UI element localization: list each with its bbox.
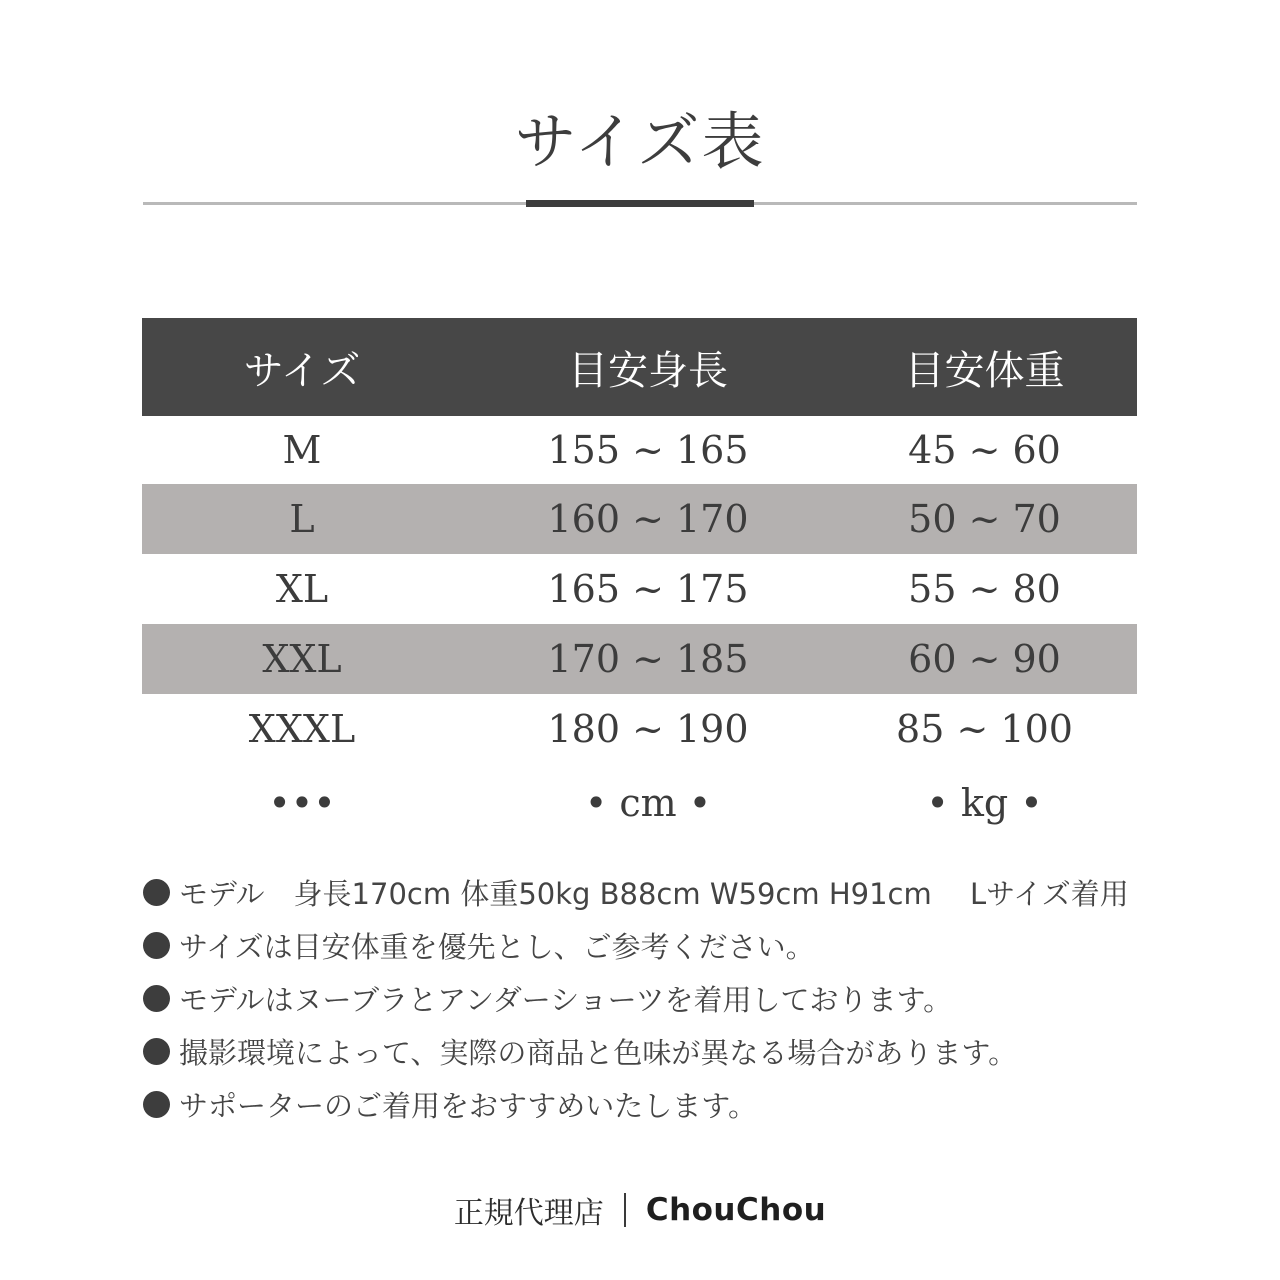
footer-label: 正規代理店: [453, 1196, 604, 1231]
size-cell: XL: [275, 567, 329, 611]
table-row: [142, 694, 1137, 764]
bullet-icon: [143, 985, 170, 1012]
note-text: サポーターのご着用をおすすめいたします。: [179, 1089, 757, 1123]
list-item: [143, 1078, 1143, 1131]
table-row: [142, 624, 1137, 694]
height-cell: 160 ~ 170: [547, 497, 749, 541]
bullet-icon: [143, 879, 170, 906]
size-cell: L: [289, 497, 315, 541]
bullet-icon: [143, 932, 170, 959]
list-item: [143, 1025, 1143, 1078]
list-item: [143, 866, 1143, 919]
weight-cell: 45 ~ 60: [908, 428, 1061, 472]
bullet-icon: [143, 1038, 170, 1065]
unit-height: • cm •: [584, 781, 712, 825]
bullet-icon: [143, 1091, 170, 1118]
note-text: モデルはヌーブラとアンダーショーツを着用しております。: [179, 983, 953, 1017]
footer: [0, 1188, 1280, 1232]
list-item: [143, 972, 1143, 1025]
weight-cell: 60 ~ 90: [908, 637, 1061, 681]
table-row: [142, 554, 1137, 624]
notes-list: [143, 866, 1143, 1131]
table-header: [142, 318, 1137, 416]
unit-size: •••: [268, 781, 336, 825]
height-cell: 165 ~ 175: [547, 567, 749, 611]
weight-cell: 50 ~ 70: [908, 497, 1061, 541]
table-row: [142, 484, 1137, 554]
header-weight: 目安体重: [904, 347, 1065, 394]
unit-weight: • kg •: [926, 781, 1043, 825]
size-cell: M: [282, 428, 322, 472]
height-cell: 170 ~ 185: [547, 637, 749, 681]
size-cell: XXXL: [248, 707, 356, 751]
weight-cell: 55 ~ 80: [908, 567, 1061, 611]
weight-cell: 85 ~ 100: [896, 707, 1073, 751]
brand-name: ChouChou: [645, 1192, 827, 1228]
height-cell: 155 ~ 165: [547, 428, 749, 472]
table-row: [142, 416, 1137, 484]
note-text: 撮影環境によって、実際の商品と色味が異なる場合があります。: [179, 1036, 1018, 1070]
page-title: サイズ表: [514, 105, 766, 178]
note-text: モデル 身長170cm 体重50kg B88cm W59cm H91cm Lサイズ着用: [179, 877, 1129, 911]
unit-row: [142, 764, 1137, 842]
list-item: [143, 919, 1143, 972]
header-size: サイズ: [243, 347, 361, 394]
size-table: [142, 318, 1137, 842]
title-underline-accent: [526, 200, 754, 207]
note-text: サイズは目安体重を優先とし、ご参考ください。: [179, 930, 815, 964]
header-height: 目安身長: [568, 347, 728, 394]
height-cell: 180 ~ 190: [547, 707, 749, 751]
size-cell: XXL: [262, 637, 342, 681]
footer-divider: [624, 1193, 626, 1227]
